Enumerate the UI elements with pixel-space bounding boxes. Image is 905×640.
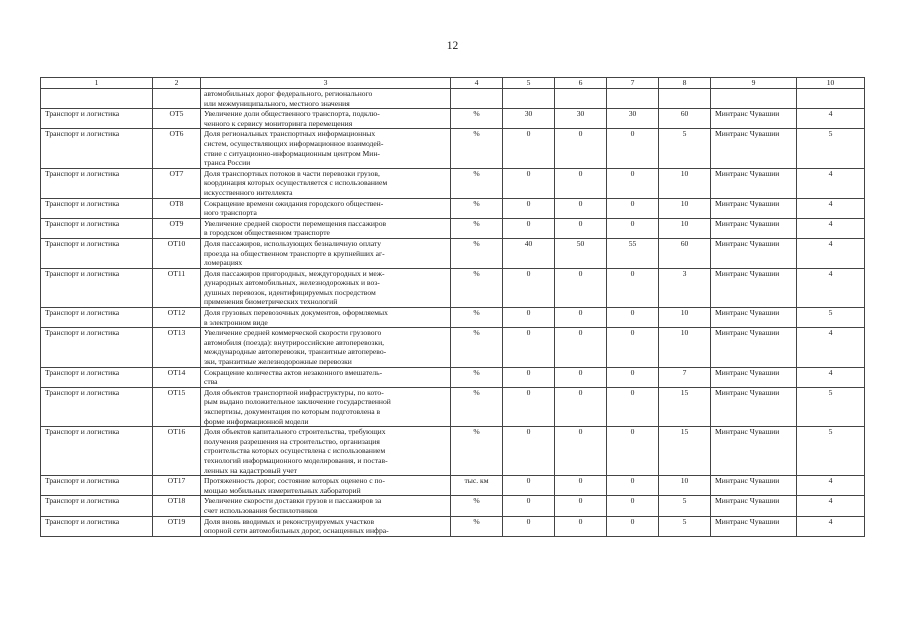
value-cell: 0 [607,268,659,307]
sector-cell: Транспорт и логистика [41,109,153,129]
header-cell: 4 [451,78,503,89]
unit-cell: тыс. км [451,476,503,496]
value-cell: 0 [607,308,659,328]
indicator-text [201,427,451,476]
priority-cell: 4 [797,268,865,307]
indicator-text [201,476,451,496]
priority-cell: 4 [797,109,865,129]
value-cell: 0 [607,476,659,496]
unit-cell: % [451,516,503,536]
indicator-line: ломерациях [204,258,243,268]
value-cell: 0 [555,476,607,496]
table-row [41,109,865,129]
indicator-text [201,238,451,268]
code-cell: ОТ8 [153,198,201,218]
value-cell: 0 [503,129,555,168]
value-cell: 0 [503,168,555,198]
indicator-text [201,367,451,387]
indicator-line: автомобиля (поезда): внутрироссийские автоперевозки, [204,337,385,347]
priority-cell: 4 [797,168,865,198]
value-cell: 5 [659,516,711,536]
header-cell: 6 [555,78,607,89]
value-cell: 15 [659,387,711,426]
indicator-line: Увеличение средней скорости перемещения пассажиров [204,218,387,228]
table-row [41,516,865,536]
indicator-line: в электронном виде [204,317,268,327]
empty-cell [153,89,201,109]
value-cell: 0 [503,427,555,476]
indicator-line: Доля вновь вводимых и реконструируемых участков [204,516,375,526]
indicator-line: строительства которых осуществлена с использованием [204,446,386,456]
value-cell: 0 [503,198,555,218]
empty-cell [451,89,503,109]
sector-cell: Транспорт и логистика [41,129,153,168]
ministry-cell: Минтранс Чувашии [711,387,797,426]
ministry-cell: Минтранс Чувашии [711,218,797,238]
value-cell: 0 [607,367,659,387]
indicator-line: Доля объектов транспортной инфраструктуры, по кото- [204,387,384,397]
value-cell: 0 [503,328,555,367]
header-cell: 5 [503,78,555,89]
value-cell: 0 [555,129,607,168]
indicators-table [40,77,865,537]
sector-cell: Транспорт и логистика [41,367,153,387]
value-cell: 0 [607,218,659,238]
indicator-line: получения разрешения на строительство, организация [204,436,380,446]
value-cell: 0 [503,476,555,496]
indicator-line: ствие с ситуационно-информационным центром Мин- [204,148,380,158]
indicator-text [201,496,451,516]
empty-cell [711,89,797,109]
table-row [41,387,865,426]
ministry-cell: Минтранс Чувашии [711,129,797,168]
indicator-text [201,308,451,328]
indicator-text [201,516,451,536]
value-cell: 60 [659,109,711,129]
indicator-line: Доля грузовых перевозочных документов, оформляемых [204,308,388,318]
value-cell: 30 [503,109,555,129]
table-row [41,328,865,367]
indicator-line: ленных на кадастровый учет [204,465,297,475]
header-cell: 3 [201,78,451,89]
code-cell: ОТ17 [153,476,201,496]
priority-cell: 5 [797,427,865,476]
table-row [41,367,865,387]
value-cell: 3 [659,268,711,307]
value-cell: 10 [659,218,711,238]
empty-cell [41,89,153,109]
indicator-line: Увеличение доли общественного транспорта, подклю- [204,109,380,119]
indicator-line: технологий информационного моделирования, и постав- [204,455,388,465]
indicator-line: применения биометрических технологий [204,297,338,307]
empty-cell [797,89,865,109]
indicator-line: международные автоперевозки, транзитные автоперево- [204,347,387,357]
unit-cell: % [451,198,503,218]
sector-cell: Транспорт и логистика [41,268,153,307]
code-cell: ОТ12 [153,308,201,328]
ministry-cell: Минтранс Чувашии [711,476,797,496]
code-cell: ОТ9 [153,218,201,238]
indicator-line: ного транспорта [204,208,257,218]
value-cell: 50 [555,238,607,268]
table-row [41,238,865,268]
header-cell: 2 [153,78,201,89]
code-cell: ОТ19 [153,516,201,536]
value-cell: 0 [607,496,659,516]
code-cell: ОТ14 [153,367,201,387]
indicator-text [201,168,451,198]
code-cell: ОТ10 [153,238,201,268]
priority-cell: 4 [797,367,865,387]
unit-cell: % [451,129,503,168]
indicator-line: Сокращение времени ожидания городского обществен- [204,198,384,208]
indicator-text [201,129,451,168]
table-row [41,218,865,238]
table-row [41,198,865,218]
ministry-cell: Минтранс Чувашии [711,198,797,218]
priority-cell: 4 [797,238,865,268]
code-cell: ОТ13 [153,328,201,367]
priority-cell: 5 [797,129,865,168]
sector-cell: Транспорт и логистика [41,198,153,218]
indicator-line: Сокращение количества актов незаконного вмешатель- [204,367,383,377]
indicator-line: Доля объектов капитального строительства, требующих [204,427,386,437]
continuation-row [41,89,865,109]
ministry-cell: Минтранс Чувашии [711,268,797,307]
table-row [41,268,865,307]
value-cell: 0 [555,387,607,426]
indicator-line: или межмуниципального, местного значения [204,98,350,108]
table-row [41,168,865,198]
ministry-cell: Минтранс Чувашии [711,328,797,367]
ministry-cell: Минтранс Чувашии [711,427,797,476]
indicator-line: ства [204,377,218,387]
header-row [41,78,865,89]
value-cell: 10 [659,198,711,218]
indicator-line: систем, осуществляющих информационное взаимодей- [204,138,384,148]
indicator-line: в городском общественном транспорте [204,228,330,238]
indicator-line: дународных автомобильных, железнодорожных и воз- [204,278,380,288]
value-cell: 7 [659,367,711,387]
sector-cell: Транспорт и логистика [41,328,153,367]
priority-cell: 4 [797,496,865,516]
value-cell: 0 [607,516,659,536]
priority-cell: 5 [797,387,865,426]
value-cell: 0 [555,268,607,307]
unit-cell: % [451,308,503,328]
sector-cell: Транспорт и логистика [41,476,153,496]
value-cell: 0 [503,367,555,387]
indicator-text [201,387,451,426]
unit-cell: % [451,109,503,129]
ministry-cell: Минтранс Чувашии [711,308,797,328]
value-cell: 10 [659,308,711,328]
priority-cell: 5 [797,308,865,328]
value-cell: 0 [607,198,659,218]
indicator-text [201,268,451,307]
header-cell: 9 [711,78,797,89]
value-cell: 40 [503,238,555,268]
ministry-cell: Минтранс Чувашии [711,238,797,268]
value-cell: 0 [503,516,555,536]
header-cell: 1 [41,78,153,89]
value-cell: 0 [607,168,659,198]
indicator-text [201,198,451,218]
priority-cell: 4 [797,218,865,238]
sector-cell: Транспорт и логистика [41,387,153,426]
table-row [41,496,865,516]
ministry-cell: Минтранс Чувашии [711,496,797,516]
value-cell: 0 [607,387,659,426]
priority-cell: 4 [797,476,865,496]
indicator-line: Доля региональных транспортных информационных [204,129,376,139]
value-cell: 5 [659,129,711,168]
unit-cell: % [451,387,503,426]
ministry-cell: Минтранс Чувашии [711,109,797,129]
indicator-line: автомобильных дорог федерального, регионального [204,89,373,98]
unit-cell: % [451,496,503,516]
value-cell: 0 [607,427,659,476]
header-cell: 10 [797,78,865,89]
code-cell: ОТ15 [153,387,201,426]
indicator-line: проезда на общественном транспорте в крупнейших аг- [204,248,385,258]
table-row [41,129,865,168]
value-cell: 30 [607,109,659,129]
table-row [41,476,865,496]
page-number: 12 [446,40,459,52]
unit-cell: % [451,268,503,307]
value-cell: 0 [555,168,607,198]
code-cell: ОТ7 [153,168,201,198]
code-cell: ОТ11 [153,268,201,307]
empty-cell [659,89,711,109]
indicator-line: счет использования беспилотников [204,505,318,515]
indicator-line: Доля пассажиров пригородных, междугородных и меж- [204,268,385,278]
code-cell: ОТ16 [153,427,201,476]
sector-cell: Транспорт и логистика [41,308,153,328]
priority-cell: 4 [797,516,865,536]
sector-cell: Транспорт и логистика [41,218,153,238]
value-cell: 30 [555,109,607,129]
indicator-line: Доля пассажиров, использующих безналичную оплату [204,238,382,248]
indicator-text [201,328,451,367]
value-cell: 0 [607,129,659,168]
unit-cell: % [451,328,503,367]
value-cell: 55 [607,238,659,268]
unit-cell: % [451,218,503,238]
value-cell: 0 [555,427,607,476]
sector-cell: Транспорт и логистика [41,496,153,516]
ministry-cell: Минтранс Чувашии [711,516,797,536]
value-cell: 0 [503,218,555,238]
indicator-line: Доля транспортных потоков в части перевозки грузов, [204,168,380,178]
value-cell: 0 [555,198,607,218]
sector-cell: Транспорт и логистика [41,168,153,198]
unit-cell: % [451,238,503,268]
value-cell: 10 [659,168,711,198]
indicator-line: экспертизы, документация по которым подготовлена в [204,407,381,416]
indicator-line: рым выдано положительное заключение государственной [204,397,391,407]
priority-cell: 4 [797,198,865,218]
table-row [41,427,865,476]
value-cell: 60 [659,238,711,268]
value-cell: 0 [503,268,555,307]
code-cell: ОТ5 [153,109,201,129]
unit-cell: % [451,168,503,198]
indicator-line: транса России [204,158,251,168]
sector-cell: Транспорт и логистика [41,427,153,476]
value-cell: 0 [503,387,555,426]
indicator-line: Увеличение скорости доставки грузов и пассажиров за [204,496,382,506]
indicator-line: душных перевозок, идентифицируемых посредством [204,287,376,297]
code-cell: ОТ6 [153,129,201,168]
value-cell: 0 [555,328,607,367]
value-cell: 0 [555,516,607,536]
empty-cell [555,89,607,109]
indicator-line: мощью мобильных измерительных лабораторий [204,485,361,495]
indicator-line: опорной сети автомобильных дорог, оснащенных инфра- [204,526,389,536]
empty-cell [607,89,659,109]
priority-cell: 4 [797,328,865,367]
value-cell: 0 [555,308,607,328]
indicator-line: зки, транзитные железнодорожные перевозки [204,357,352,367]
table-row [41,308,865,328]
ministry-cell: Минтранс Чувашии [711,367,797,387]
indicator-text [201,109,451,129]
header-cell: 8 [659,78,711,89]
value-cell: 0 [607,328,659,367]
value-cell: 0 [555,367,607,387]
indicator-line: координация которых осуществляется с использованием [204,178,388,188]
indicator-text [201,89,451,109]
empty-cell [503,89,555,109]
value-cell: 5 [659,496,711,516]
value-cell: 0 [503,308,555,328]
indicator-line: Увеличение средней коммерческой скорости грузового [204,328,382,338]
ministry-cell: Минтранс Чувашии [711,168,797,198]
sector-cell: Транспорт и логистика [41,238,153,268]
header-cell: 7 [607,78,659,89]
value-cell: 0 [503,496,555,516]
indicator-text [201,218,451,238]
value-cell: 0 [555,218,607,238]
indicator-line: форме информационной модели [204,416,309,426]
value-cell: 0 [555,496,607,516]
code-cell: ОТ18 [153,496,201,516]
value-cell: 10 [659,476,711,496]
indicator-line: Протяженность дорог, состояние которых оценено с по- [204,476,385,486]
value-cell: 10 [659,328,711,367]
sector-cell: Транспорт и логистика [41,516,153,536]
unit-cell: % [451,367,503,387]
indicator-line: искусственного интеллекта [204,187,293,197]
indicator-line: ченного к сервису мониторинга перемещения [204,118,353,128]
unit-cell: % [451,427,503,476]
value-cell: 15 [659,427,711,476]
